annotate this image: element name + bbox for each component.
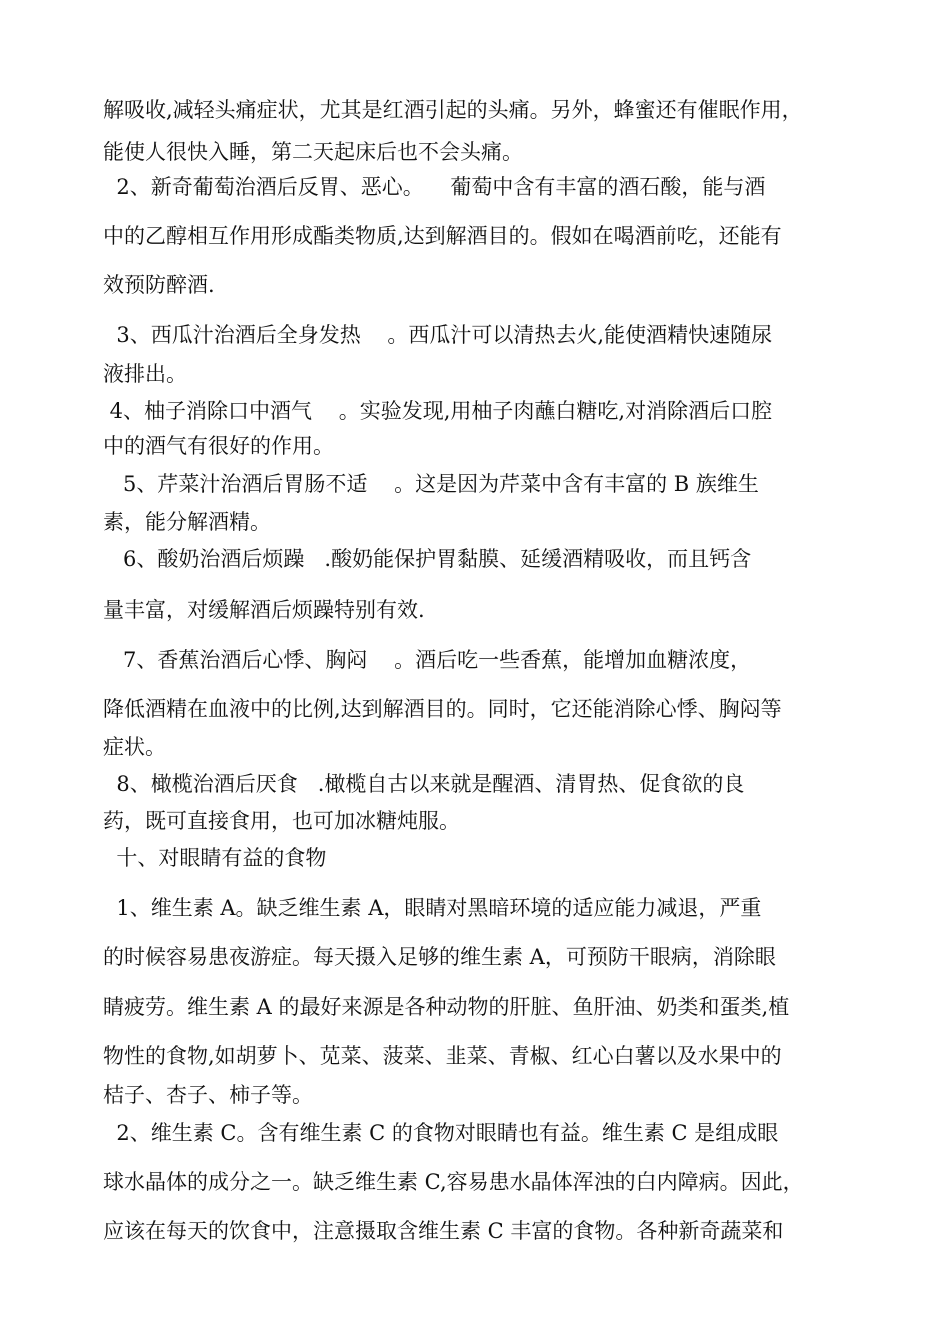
text-line: 睛疲劳。维生素 A 的最好来源是各种动物的肝脏、鱼肝油、奶类和蛋类,植 bbox=[103, 995, 790, 1019]
text-line: 能使人很快入睡，第二天起床后也不会头痛。 bbox=[103, 140, 523, 164]
text-line: 1、维生素 A。缺乏维生素 A，眼睛对黑暗环境的适应能力减退，严重 bbox=[103, 896, 762, 920]
text-line: 8、橄榄治酒后厌食 .橄榄自古以来就是醒酒、清胃热、促食欲的良 bbox=[103, 772, 745, 796]
text-line: 5、芹菜汁治酒后胃肠不适 。这是因为芹菜中含有丰富的 B 族维生 bbox=[103, 472, 759, 496]
text-line: 桔子、杏子、柿子等。 bbox=[103, 1083, 313, 1107]
text-line: 解吸收,减轻头痛症状，尤其是红酒引起的头痛。另外，蜂蜜还有催眠作用， bbox=[103, 98, 803, 122]
text-line: 2、新奇葡萄治酒后反胃、恶心。 葡萄中含有丰富的酒石酸，能与酒 bbox=[103, 175, 766, 199]
text-line: 2、维生素 C。含有维生素 C 的食物对眼睛也有益。维生素 C 是组成眼 bbox=[103, 1121, 779, 1145]
text-line: 物性的食物,如胡萝卜、苋菜、菠菜、韭菜、青椒、红心白薯以及水果中的 bbox=[103, 1044, 782, 1068]
text-line: 液排出。 bbox=[103, 362, 187, 386]
text-line: 降低酒精在血液中的比例,达到解酒目的。同时，它还能消除心悸、胸闷等 bbox=[103, 697, 782, 721]
text-line: 效预防醉酒. bbox=[103, 273, 215, 297]
text-line: 7、香蕉治酒后心悸、胸闷 。酒后吃一些香蕉，能增加血糖浓度， bbox=[103, 648, 752, 672]
text-line: 3、西瓜汁治酒后全身发热 。西瓜汁可以清热去火,能使酒精快速随尿 bbox=[103, 323, 773, 347]
text-line: 6、酸奶治酒后烦躁 .酸奶能保护胃黏膜、延缓酒精吸收，而且钙含 bbox=[103, 547, 752, 571]
text-line: 中的酒气有很好的作用。 bbox=[103, 434, 334, 458]
text-line: 症状。 bbox=[103, 735, 166, 759]
text-line: 应该在每天的饮食中，注意摄取含维生素 C 丰富的食物。各种新奇蔬菜和 bbox=[103, 1219, 784, 1243]
text-line: 药，既可直接食用，也可加冰糖炖服。 bbox=[103, 809, 460, 833]
text-line: 素，能分解酒精。 bbox=[103, 510, 271, 534]
text-line: 量丰富，对缓解酒后烦躁特别有效. bbox=[103, 598, 425, 622]
text-line: 4、柚子消除口中酒气 。实验发现,用柚子肉蘸白糖吃,对消除酒后口腔 bbox=[103, 399, 773, 423]
text-line: 的时候容易患夜游症。每天摄入足够的维生素 A，可预防干眼病，消除眼 bbox=[103, 945, 776, 969]
text-line: 中的乙醇相互作用形成酯类物质,达到解酒目的。假如在喝酒前吃，还能有 bbox=[103, 224, 782, 248]
text-line: 球水晶体的成分之一。缺乏维生素 C,容易患水晶体浑浊的白内障病。因此， bbox=[103, 1170, 804, 1194]
section-heading: 十、对眼睛有益的食物 bbox=[103, 846, 327, 870]
